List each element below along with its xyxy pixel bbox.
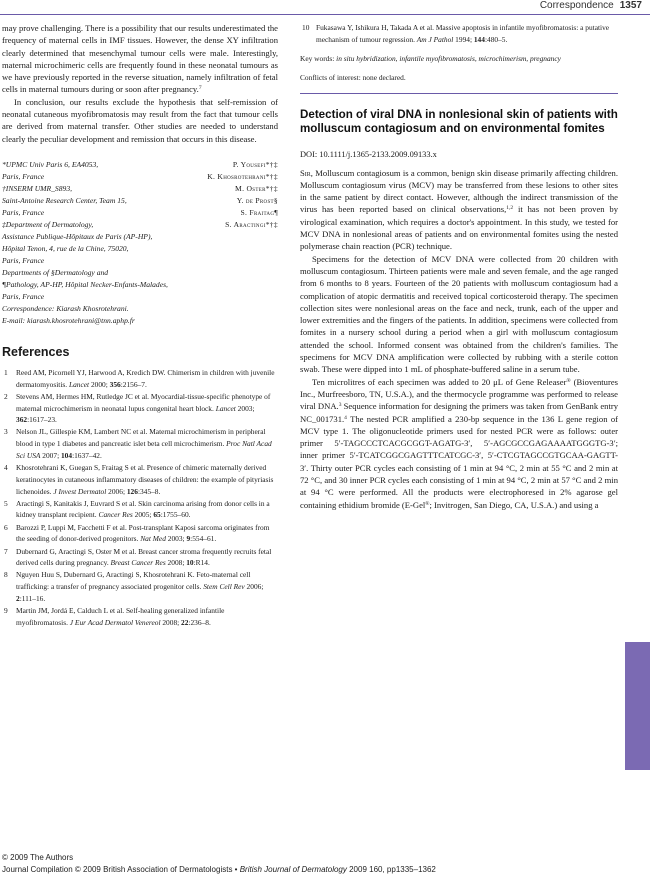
citation-4: 4 [344, 414, 347, 421]
reference-item: 8 Nguyen Huu S, Dubernard G, Aractingi S, Khosrotehrani K. Feto-maternal cell trafficking: a transfer of pregnancy associated progenitor cells. Stem Cell Rev 2006; 2:111–16. [4, 570, 264, 603]
affiliation-row: †INSERM UMR_S893, M. Oster*†‡ [2, 183, 278, 193]
references-heading: References [2, 344, 70, 359]
citation-7: 7 [198, 85, 202, 92]
right-column [300, 22, 618, 511]
header-rule [0, 14, 650, 15]
paragraph-pcr: Ten microlitres of each specimen was added to 20 μL of Gene Releaser® (Bioventures Inc., Murfreesboro, TN, U.S.A.), and the thermocycle programme was performed to release viral DNA.$^3$ Sequence information for designing the primers was taken from GenBank entry NC_001731.$^4$ The nested PCR amplified a 230-bp sequence in the 136 L gene region of MCV type 1. The oligonucleotide primers used for nested PCR were as follows: outer primer 5′-TAGCCCTCACGCGGT-AGATG-3′, 5′-AGCGCCGAGAAAATGGGTG-3′; inner primer 5′-TCATCGGCGAGTTTCATCGC-3′, 5′-CTCGTAGCCGTGCAA-GAGTT-3′. Thirty outer PCR cycles each consisting of 1 min at 94 °C, 2 min at 55 °C and 2 min at 72 °C, and 30 inner PCR cycles each consisting of 1 min at 94 °C, 2 min at 57 °C and 2 min at 94 °C were performed. All the products were electrophoresed in 2% agarose gel containing ethidium bromide (E-Gel®; Invitrogen, San Diego, CA, U.S.A.) and using a [300, 376, 618, 510]
affiliation-line: Assistance Publique-Hôpitaux de Paris (AP-HP), [2, 231, 153, 241]
affiliation-row: Saint-Antoine Research Center, Team 15, Y. de Prost§ [2, 195, 278, 205]
affiliation-row: Paris, France S. Fraitag¶ [2, 207, 278, 217]
email-line: E-mail: kiarash.khosrotehrani@tnn.aphp.fr [2, 315, 135, 325]
section-divider [300, 93, 618, 94]
reference-item: 4 Khosrotehrani K, Guegan S, Fraitag S et al. Presence of chimeric maternally derived keratinocytes in cutaneous inflammatory diseases of children: the example of pityriasis lichenoides. J Invest Dermatol 2006; 126:345–8. [4, 463, 274, 496]
citation-3: 3 [338, 402, 342, 409]
affiliation-line: Paris, France [2, 291, 45, 301]
reference-item: 5 Aractingi S, Kanitakis J, Euvrard S et al. Skin carcinoma arising from donor cells in a kidney transplant recipient. Cancer Res 2005; 65:1755–60. [4, 498, 270, 520]
header-text [540, 0, 642, 11]
running-header [0, 0, 650, 14]
reference-item: 10 Fukasawa Y, Ishikura H, Takada A et al. Massive apoptosis in infantile myofibromatosis: a putative mechanism of tumour regression. Am J Pathol 1994; 144:480–5. [302, 23, 610, 44]
affiliation-row: ‡Department of Dermatology, S. Aractingi*†‡ [2, 219, 278, 229]
reference-item: 6 Barozzi P, Luppi M, Facchetti F et al. Post-transplant Kaposi sarcoma originates from the seeding of donor-derived progenitors. Nat Med 2003; 9:554–61. [4, 522, 270, 544]
reference-item: 7 Dubernard G, Aractingi S, Oster M et al. Breast cancer stroma frequently recruits fetal derived cells during pregnancy. Breast Cancer Res 2008; 10:R14. [4, 546, 272, 568]
section-side-tab [625, 642, 650, 770]
footer-copyright: © 2009 The Authors [2, 853, 74, 862]
keywords: Key words: in situ hybridization, infantile myofibromatosis, microchimerism, pregnancy [300, 54, 561, 64]
reference-item: 1 Reed AM, Picornell YJ, Harwood A, Kredich DW. Chimerism in children with juvenile dermatomyositis. Lancet 2000; 356:2156–7. [4, 367, 275, 389]
reference-item: 2 Stevens AM, Hermes HM, Rutledge JC et al. Myocardial-tissue-specific phenotype of maternal microchimerism in neonatal lupus congenital heart block. Lancet 2003; 362:1617–23. [4, 391, 271, 425]
affiliation-line: ¶Pathology, AP-HP, Hôpital Necker-Enfants-Malades, [2, 279, 168, 289]
article-title: Detection of viral DNA in nonlesional skin of patients with molluscum contagiosum and on environmental fomites [300, 108, 618, 135]
affiliation-line: Paris, France [2, 255, 45, 265]
affiliation-row: Paris, France K. Khosrotehrani*†‡ [2, 171, 278, 181]
correspondence-line: Correspondence: Kiarash Khosrotehrani. [2, 303, 129, 313]
header-page-number: 1357 [619, 0, 642, 11]
reference-item: 9 Martin JM, Jordá E, Calduch L et al. Self-healing generalized infantile myofibromatosis. J Eur Acad Dermatol Venereol 2008; 22:236–8. [4, 606, 225, 627]
header-section: Correspondence [539, 0, 614, 11]
paragraph-1: may prove challenging. There is a possibility that our results underestimated the frequency of maternal cells in IMF tissues. However, the dense XY infiltration clearly determined that mesenchymal tumour cells were male. Interestingly, maternal microchimeric cells are frequently found in these neonatal tumours as we have previously reported in the reverse situation, namely infiltration of fetal cells in maternal tumours during or soon after pregnancy.$^7$ [2, 23, 278, 95]
salutation: Sir, [300, 167, 313, 178]
affiliation-line: Hôpital Tenon, 4, rue de la Chine, 75020, [2, 243, 129, 253]
reference-item: 3 Nelson JL, Gillespie KM, Lambert NC et al. Maternal microchimerism in peripheral blood in type 1 diabetes and pancreatic islet beta cell microchimerism. Proc Natl Acad Sci USA 2007; 104:1637–42. [4, 427, 272, 460]
author-affiliations [2, 159, 278, 327]
page-footer [2, 852, 622, 875]
left-column [2, 22, 278, 629]
paragraph-conclusion: In conclusion, our results exclude the hypothesis that self-remission of neonatal cutaneous myofibromatosis may result from the fact that tumour cells are derived from maternal transfer. Other studies are needed to understand clearly the peculiar development and remission that occurs in this disease. [2, 96, 278, 144]
conflicts-of-interest: Conflicts of interest: none declared. [300, 73, 406, 83]
doi-line: DOI: 10.1111/j.1365-2133.2009.09133.x [300, 149, 437, 159]
affiliation-line: Departments of §Dermatology and [2, 267, 109, 277]
paragraph-methods: Specimens for the detection of MCV DNA were collected from 20 children with molluscum contagiosum. Thirteen patients were male and seven female, and the age ranged from 6 months to 8 years. Fourteen of the 20 patients with molluscum contagiosum had a complication of atopic dermatitis and received topical corticosteroid therapy. The specimen collection sites were nonlesional areas on the face and neck, trunk, each of the upper and lower extremities and the fingers of the patients. In addition, specimens were collected from fomites in a nursery school during a period when a girl with molluscum contagiosum attended the school. Informed consent was obtained from the children's families. The specimens for MCV DNA amplification were collected by rubbing with a sterile cotton swab. These were dipped into 1 mL of phosphate-buffered saline in a serum tube. [300, 253, 618, 375]
citation-1-2: 1,2 [506, 205, 514, 212]
footer-journal-line: Journal Compilation © 2009 British Association of Dermatologists • British Journal of Dermatology 2009 160, pp1335–1362 [2, 864, 436, 874]
paragraph-intro: Sir, Molluscum contagiosum is a common, benign skin disease primarily affecting children. Molluscum contagiosum virus (MCV) may be transferred from these lesions to other sites in the same patient by direct contact. However, although the indirect transmission of the virus has been reported based on clinical observations,$^{1,2}$ it has not been proven by virological examination, which requires a doctor's appointment. In this study, we tested for MCV DNA in nonlesional areas of patients and on environmental fomites using the nested polymerase chain reaction (PCR) technique. [300, 167, 618, 252]
affiliation-row: *UPMC Univ Paris 6, EA4053, P. Yousefi*†‡ [2, 159, 278, 169]
